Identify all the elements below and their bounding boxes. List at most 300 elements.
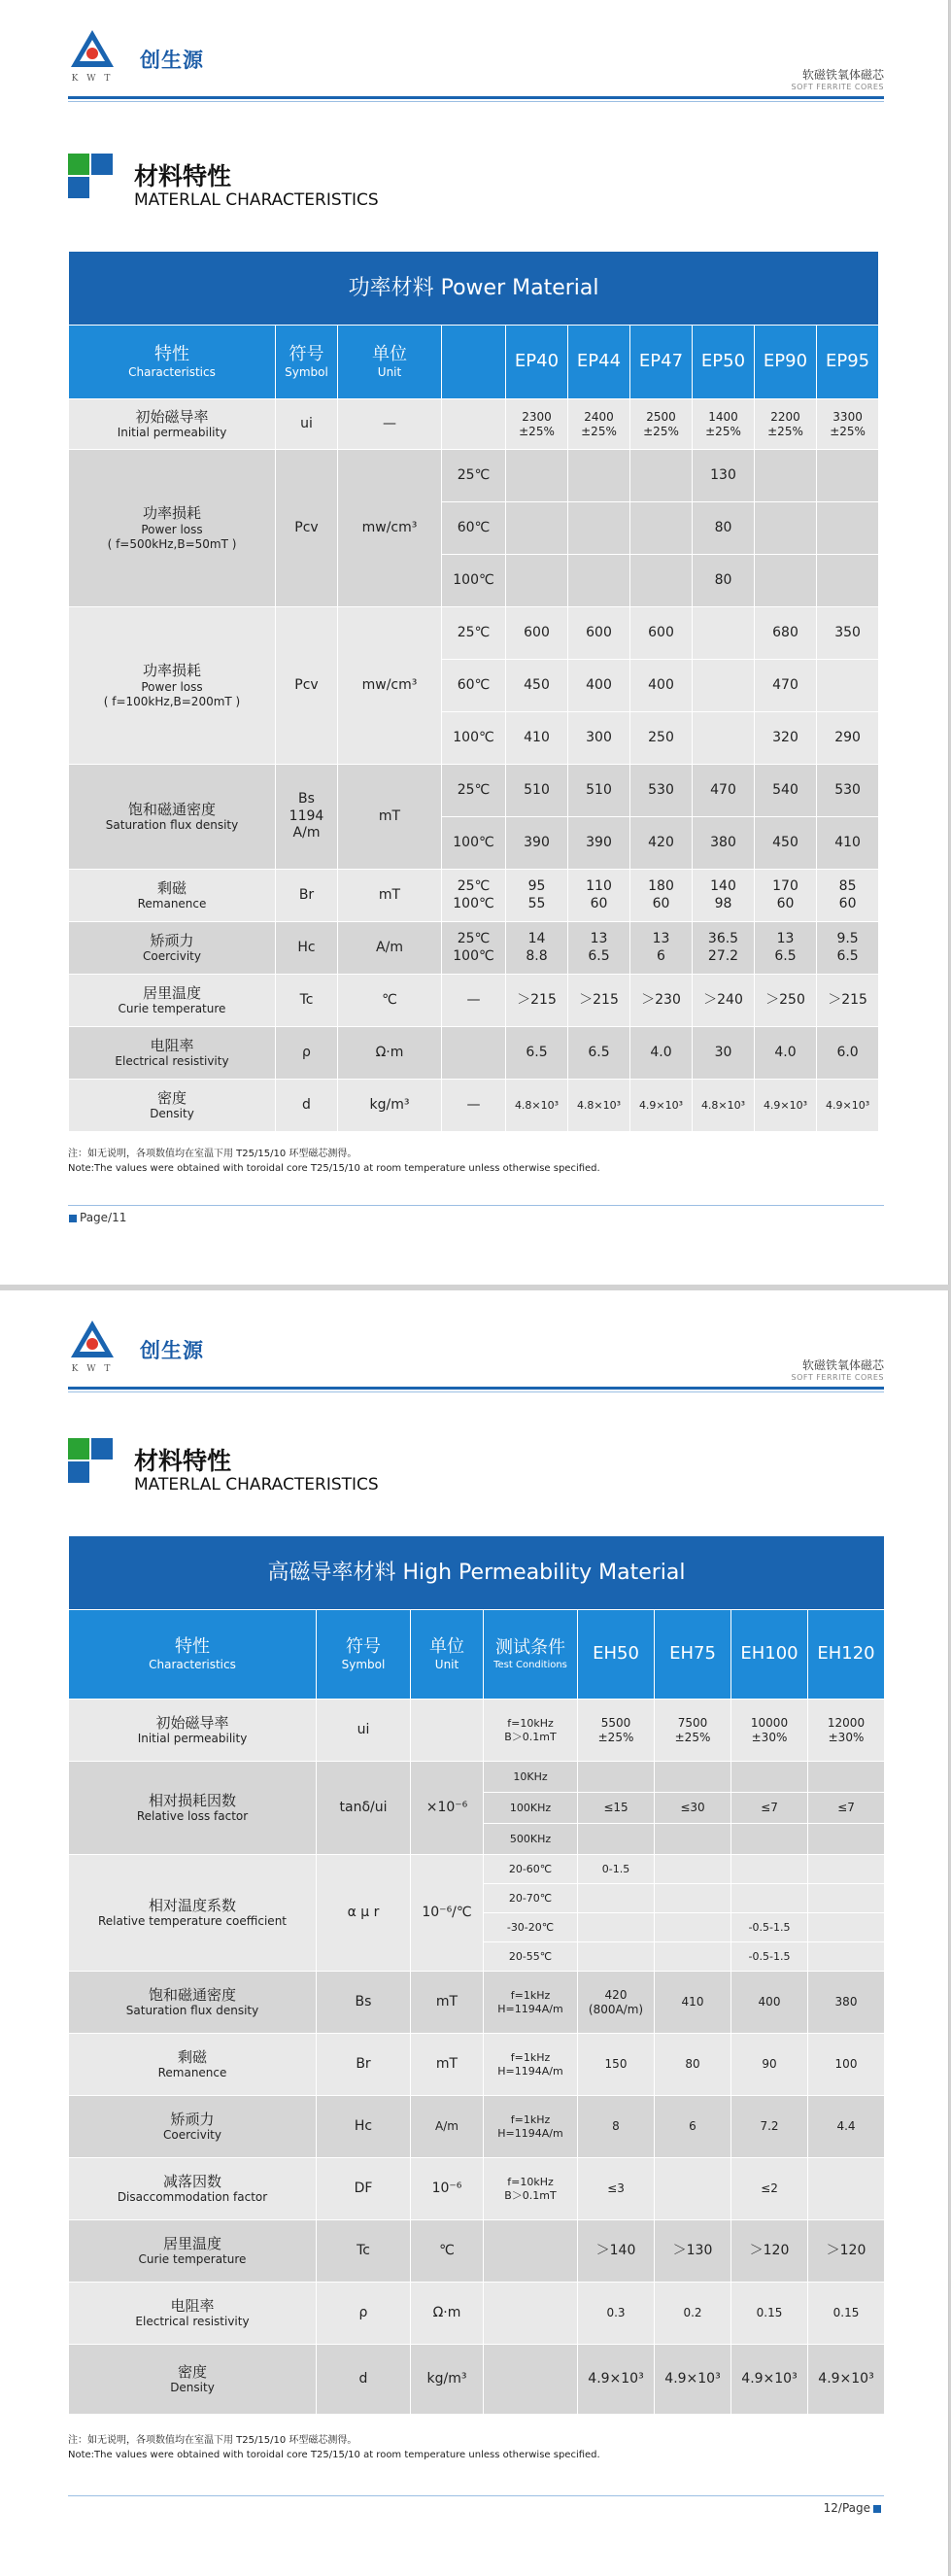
col-header-material: EP47 (630, 326, 693, 399)
value-cell: 540 (755, 765, 817, 817)
value-cell (817, 660, 879, 712)
symbol-cell: ρ (317, 2283, 411, 2345)
temp-cell: 25℃ (442, 765, 506, 817)
value-cell: 320 (755, 712, 817, 765)
condition-cell (484, 2283, 578, 2345)
value-cell: 380 (808, 1972, 885, 2034)
value-cell: 100 (808, 2034, 885, 2096)
catalog-page-11 (0, 0, 949, 1285)
value-cell: ＞230 (630, 975, 693, 1027)
blue-square-icon (91, 154, 113, 175)
symbol-cell: Br (276, 870, 338, 922)
value-cell: 9.5 6.5 (817, 922, 879, 975)
value-cell: 390 (506, 817, 568, 870)
value-cell: 380 (693, 817, 755, 870)
col-header-material: EH120 (808, 1610, 885, 1700)
condition-cell: f=10kHz B＞0.1mT (484, 1700, 578, 1762)
condition-cell: f=1kHz H=1194A/m (484, 1972, 578, 2034)
footer-rule (68, 2495, 884, 2496)
value-cell: 250 (630, 712, 693, 765)
condition-cell (484, 2220, 578, 2283)
symbol-cell: Hc (276, 922, 338, 975)
temp-cell: 25℃ 100℃ (442, 922, 506, 975)
col-header-symbol: 符号 Symbol (276, 326, 338, 399)
value-cell: 4.9×10³ (817, 1080, 879, 1132)
section-title-en: MATERLAL CHARACTERISTICS (134, 190, 379, 210)
value-cell: ＞130 (655, 2220, 731, 2283)
unit-cell: ℃ (411, 2220, 484, 2283)
page-number: 12/Page (824, 2501, 884, 2515)
value-cell (808, 2158, 885, 2220)
header-caption-cn: 软磁铁氧体磁芯 (801, 1358, 884, 1372)
condition-cell: 500KHz (484, 1824, 578, 1855)
value-cell: 470 (693, 765, 755, 817)
footer-rule (68, 1205, 884, 1206)
symbol-cell: Tc (276, 975, 338, 1027)
temp-cell: 100℃ (442, 555, 506, 607)
value-cell: 2400 ±25% (568, 399, 630, 450)
footnote-cn: 注：如无说明，各项数值均在室温下用 T25/15/10 环型磁芯测得。 (68, 2435, 357, 2446)
row-label: 功率损耗 Power loss ( f=500kHz,B=50mT ) (69, 450, 276, 607)
condition-cell: 20-60℃ (484, 1855, 578, 1884)
value-cell: 13 6 (630, 922, 693, 975)
value-cell (808, 1942, 885, 1972)
value-cell: 4.9×10³ (755, 1080, 817, 1132)
symbol-cell: tanδ/ui (317, 1762, 411, 1855)
value-cell (755, 450, 817, 502)
section-title-en: MATERLAL CHARACTERISTICS (134, 1475, 379, 1494)
brand-abbr: K W T (71, 1364, 114, 1374)
col-header-unit: 单位 Unit (411, 1610, 484, 1700)
symbol-cell: Bs 1194 A/m (276, 765, 338, 870)
unit-cell: A/m (338, 922, 442, 975)
col-header-material: EH75 (655, 1610, 731, 1700)
condition-cell (442, 1027, 506, 1080)
unit-cell: — (338, 399, 442, 450)
value-cell (655, 1942, 731, 1972)
condition-cell: f=1kHz H=1194A/m (484, 2096, 578, 2158)
value-cell: 5500 ±25% (578, 1700, 655, 1762)
unit-cell: mw/cm³ (338, 607, 442, 765)
value-cell (578, 1762, 655, 1793)
value-cell: 2500 ±25% (630, 399, 693, 450)
condition-cell: 10KHz (484, 1762, 578, 1793)
value-cell (808, 1824, 885, 1855)
value-cell: 400 (731, 1972, 808, 2034)
unit-cell: mw/cm³ (338, 450, 442, 607)
value-cell: 680 (755, 607, 817, 660)
value-cell: ＞120 (731, 2220, 808, 2283)
col-header-test-conditions: 测试条件 Test Conditions (484, 1610, 578, 1700)
row-label: 剩磁 Remanence (69, 2034, 317, 2096)
condition-cell: — (442, 975, 506, 1027)
header-caption (792, 66, 884, 91)
row-label: 初始磁导率 Initial permeability (69, 399, 276, 450)
value-cell: 3300 ±25% (817, 399, 879, 450)
table-row (69, 399, 879, 450)
value-cell (808, 1762, 885, 1793)
value-cell: 410 (655, 1972, 731, 2034)
value-cell: 150 (578, 2034, 655, 2096)
value-cell (817, 450, 879, 502)
header-rule-thin (68, 1391, 884, 1392)
symbol-cell: Bs (317, 1972, 411, 2034)
unit-cell: mT (338, 765, 442, 870)
unit-cell: 10⁻⁶/℃ (411, 1855, 484, 1972)
table-row (69, 2283, 885, 2345)
value-cell: 4.8×10³ (693, 1080, 755, 1132)
section-title-cn: 材料特性 (134, 1447, 232, 1475)
high-permeability-table (68, 1535, 885, 2415)
value-cell (655, 2158, 731, 2220)
table-header-row (69, 326, 879, 399)
table-row (69, 450, 879, 502)
symbol-cell: d (276, 1080, 338, 1132)
value-cell: 36.5 27.2 (693, 922, 755, 975)
value-cell: 410 (506, 712, 568, 765)
value-cell: 4.0 (755, 1027, 817, 1080)
row-label: 功率损耗 Power loss ( f=100kHz,B=200mT ) (69, 607, 276, 765)
table-title: 功率材料 Power Material (69, 252, 879, 326)
kwt-logo (68, 23, 117, 82)
value-cell (630, 502, 693, 555)
value-cell: 600 (506, 607, 568, 660)
unit-cell: Ω·m (338, 1027, 442, 1080)
value-cell: 450 (506, 660, 568, 712)
unit-cell: kg/m³ (338, 1080, 442, 1132)
value-cell: 13 6.5 (568, 922, 630, 975)
value-cell: 80 (693, 555, 755, 607)
table-row (69, 922, 879, 975)
condition-cell: -30-20℃ (484, 1913, 578, 1942)
value-cell: 450 (755, 817, 817, 870)
temp-cell: 100℃ (442, 817, 506, 870)
value-cell (568, 450, 630, 502)
value-cell (568, 555, 630, 607)
value-cell: 0.3 (578, 2283, 655, 2345)
value-cell: 300 (568, 712, 630, 765)
symbol-cell: ρ (276, 1027, 338, 1080)
value-cell: 4.8×10³ (506, 1080, 568, 1132)
value-cell (655, 1913, 731, 1942)
row-label: 相对温度系数 Relative temperature coefficient (69, 1855, 317, 1972)
value-cell: ＞215 (506, 975, 568, 1027)
value-cell: ＞215 (817, 975, 879, 1027)
value-cell: 12000 ±30% (808, 1700, 885, 1762)
table-row (69, 1700, 885, 1762)
symbol-cell: d (317, 2345, 411, 2415)
col-header-condition (442, 326, 506, 399)
blue-square-icon (91, 1438, 113, 1460)
table-row (69, 2220, 885, 2283)
table-row (69, 1972, 885, 2034)
col-header-characteristics: 特性 Characteristics (69, 1610, 317, 1700)
col-header-characteristics: 特性 Characteristics (69, 326, 276, 399)
table-row (69, 765, 879, 817)
value-cell: 6.0 (817, 1027, 879, 1080)
temp-cell: 60℃ (442, 502, 506, 555)
value-cell: ＞250 (755, 975, 817, 1027)
footnote (68, 1147, 600, 1176)
symbol-cell: Tc (317, 2220, 411, 2283)
col-header-material: EP40 (506, 326, 568, 399)
kwt-logo (68, 1314, 117, 1372)
value-cell (731, 1884, 808, 1913)
value-cell: 290 (817, 712, 879, 765)
unit-cell: A/m (411, 2096, 484, 2158)
value-cell: 80 (655, 2034, 731, 2096)
value-cell (817, 555, 879, 607)
condition-cell: 100KHz (484, 1793, 578, 1824)
symbol-cell: DF (317, 2158, 411, 2220)
brand-abbr: K W T (71, 74, 114, 84)
value-cell (693, 712, 755, 765)
value-cell: 510 (506, 765, 568, 817)
row-label: 剩磁 Remanence (69, 870, 276, 922)
value-cell: 530 (817, 765, 879, 817)
row-label: 电阻率 Electrical resistivity (69, 2283, 317, 2345)
page-number: Page/11 (66, 1211, 126, 1224)
unit-cell: ℃ (338, 975, 442, 1027)
value-cell: 420 (800A/m) (578, 1972, 655, 2034)
value-cell: 6.5 (568, 1027, 630, 1080)
unit-cell (411, 1700, 484, 1762)
col-header-material: EP44 (568, 326, 630, 399)
value-cell (630, 450, 693, 502)
row-label: 电阻率 Electrical resistivity (69, 1027, 276, 1080)
value-cell: 170 60 (755, 870, 817, 922)
unit-cell: Ω·m (411, 2283, 484, 2345)
value-cell: 400 (630, 660, 693, 712)
value-cell: 600 (630, 607, 693, 660)
header-caption-en: SOFT FERRITE CORES (791, 1373, 884, 1382)
value-cell: ≤3 (578, 2158, 655, 2220)
value-cell (506, 555, 568, 607)
value-cell: 7500 ±25% (655, 1700, 731, 1762)
col-header-unit: 单位 Unit (338, 326, 442, 399)
table-title: 高磁导率材料 High Permeability Material (69, 1536, 885, 1610)
power-material-table (68, 251, 879, 1132)
condition-cell: f=10kHz B＞0.1mT (484, 2158, 578, 2220)
row-label: 减落因数 Disaccommodation factor (69, 2158, 317, 2220)
blue-square-icon (68, 177, 89, 198)
temp-cell: 100℃ (442, 712, 506, 765)
value-cell (731, 1762, 808, 1793)
value-cell: 13 6.5 (755, 922, 817, 975)
condition-cell (484, 2345, 578, 2415)
value-cell (755, 502, 817, 555)
footnote (68, 2433, 600, 2462)
unit-cell: mT (338, 870, 442, 922)
value-cell: 6 (655, 2096, 731, 2158)
table-row (69, 2158, 885, 2220)
table-row (69, 2345, 885, 2415)
value-cell (808, 1855, 885, 1884)
value-cell: -0.5-1.5 (731, 1942, 808, 1972)
row-label: 矫顽力 Coercivity (69, 922, 276, 975)
unit-cell: mT (411, 2034, 484, 2096)
symbol-cell: Br (317, 2034, 411, 2096)
value-cell (655, 1855, 731, 1884)
value-cell: 4.9×10³ (808, 2345, 885, 2415)
table-row (69, 1080, 879, 1132)
temp-cell: 25℃ (442, 450, 506, 502)
section-title-cn: 材料特性 (134, 162, 232, 190)
blue-square-icon (68, 1461, 89, 1483)
unit-cell: 10⁻⁶ (411, 2158, 484, 2220)
value-cell: ≤7 (731, 1793, 808, 1824)
temp-cell: 25℃ (442, 607, 506, 660)
value-cell: 80 (693, 502, 755, 555)
value-cell: 4.9×10³ (578, 2345, 655, 2415)
page-header (68, 23, 884, 111)
value-cell (755, 555, 817, 607)
header-rule (68, 96, 884, 99)
value-cell (817, 502, 879, 555)
value-cell: 10000 ±30% (731, 1700, 808, 1762)
value-cell (506, 450, 568, 502)
value-cell: 0-1.5 (578, 1855, 655, 1884)
value-cell: ≤15 (578, 1793, 655, 1824)
value-cell: ＞140 (578, 2220, 655, 2283)
value-cell: 400 (568, 660, 630, 712)
temp-cell: 25℃ 100℃ (442, 870, 506, 922)
table-row (69, 607, 879, 660)
value-cell: 420 (630, 817, 693, 870)
footnote-cn: 注：如无说明，各项数值均在室温下用 T25/15/10 环型磁芯测得。 (68, 1149, 357, 1159)
value-cell: 390 (568, 817, 630, 870)
header-caption-cn: 软磁铁氧体磁芯 (801, 68, 884, 82)
col-header-symbol: 符号 Symbol (317, 1610, 411, 1700)
symbol-cell: ui (317, 1700, 411, 1762)
value-cell: 130 (693, 450, 755, 502)
row-label: 矫顽力 Coercivity (69, 2096, 317, 2158)
value-cell: 95 55 (506, 870, 568, 922)
value-cell (731, 1855, 808, 1884)
footnote-en: Note:The values were obtained with toroidal core T25/15/10 at room temperature unless otherwise specified. (68, 1163, 600, 1174)
value-cell: ≤2 (731, 2158, 808, 2220)
value-cell: 530 (630, 765, 693, 817)
header-caption-en: SOFT FERRITE CORES (791, 83, 884, 91)
table-row (69, 2096, 885, 2158)
table-row (69, 1027, 879, 1080)
value-cell: 510 (568, 765, 630, 817)
value-cell (578, 1884, 655, 1913)
value-cell (568, 502, 630, 555)
value-cell (578, 1824, 655, 1855)
green-square-icon (68, 1438, 89, 1460)
temp-cell: 60℃ (442, 660, 506, 712)
value-cell (731, 1824, 808, 1855)
value-cell: 7.2 (731, 2096, 808, 2158)
value-cell: -0.5-1.5 (731, 1913, 808, 1942)
row-label: 密度 Density (69, 1080, 276, 1132)
value-cell: 90 (731, 2034, 808, 2096)
header-rule-thin (68, 101, 884, 102)
symbol-cell: Hc (317, 2096, 411, 2158)
table-header-row (69, 1610, 885, 1700)
symbol-cell: Pcv (276, 450, 338, 607)
row-label: 相对损耗因数 Relative loss factor (69, 1762, 317, 1855)
value-cell: ＞215 (568, 975, 630, 1027)
value-cell: 4.0 (630, 1027, 693, 1080)
brand-name: 创生源 (140, 1339, 204, 1362)
value-cell: 4.8×10³ (568, 1080, 630, 1132)
unit-cell: mT (411, 1972, 484, 2034)
value-cell: ＞120 (808, 2220, 885, 2283)
value-cell (578, 1942, 655, 1972)
value-cell: 410 (817, 817, 879, 870)
value-cell (506, 502, 568, 555)
value-cell: 6.5 (506, 1027, 568, 1080)
unit-cell: ×10⁻⁶ (411, 1762, 484, 1855)
value-cell (655, 1762, 731, 1793)
symbol-cell: α μ r (317, 1855, 411, 1972)
value-cell (808, 1884, 885, 1913)
value-cell: 2300 ±25% (506, 399, 568, 450)
row-label: 居里温度 Curie temperature (69, 2220, 317, 2283)
value-cell: 470 (755, 660, 817, 712)
value-cell (693, 660, 755, 712)
value-cell: 140 98 (693, 870, 755, 922)
symbol-cell: ui (276, 399, 338, 450)
row-label: 饱和磁通密度 Saturation flux density (69, 765, 276, 870)
table-row (69, 2034, 885, 2096)
col-header-material: EP95 (817, 326, 879, 399)
square-bullet-icon (873, 2505, 881, 2513)
row-label: 饱和磁通密度 Saturation flux density (69, 1972, 317, 2034)
row-label: 密度 Density (69, 2345, 317, 2415)
value-cell: 0.2 (655, 2283, 731, 2345)
value-cell (655, 1884, 731, 1913)
value-cell (808, 1913, 885, 1942)
value-cell: 600 (568, 607, 630, 660)
value-cell: 4.9×10³ (731, 2345, 808, 2415)
condition-cell: f=1kHz H=1194A/m (484, 2034, 578, 2096)
condition-cell (442, 399, 506, 450)
header-rule (68, 1387, 884, 1390)
table-row (69, 870, 879, 922)
value-cell: 85 60 (817, 870, 879, 922)
value-cell: 0.15 (808, 2283, 885, 2345)
value-cell: 2200 ±25% (755, 399, 817, 450)
row-label: 居里温度 Curie temperature (69, 975, 276, 1027)
unit-cell: kg/m³ (411, 2345, 484, 2415)
value-cell: 110 60 (568, 870, 630, 922)
value-cell: 4.9×10³ (655, 2345, 731, 2415)
value-cell: 1400 ±25% (693, 399, 755, 450)
page-header (68, 1314, 884, 1401)
value-cell (630, 555, 693, 607)
value-cell: ＞240 (693, 975, 755, 1027)
value-cell (655, 1824, 731, 1855)
value-cell: 14 8.8 (506, 922, 568, 975)
value-cell: ≤7 (808, 1793, 885, 1824)
value-cell: 0.15 (731, 2283, 808, 2345)
square-bullet-icon (69, 1215, 77, 1222)
symbol-cell: Pcv (276, 607, 338, 765)
value-cell (578, 1913, 655, 1942)
table-row (69, 1762, 885, 1793)
table-row (69, 1855, 885, 1884)
catalog-page-12 (0, 1290, 949, 2576)
value-cell: 180 60 (630, 870, 693, 922)
value-cell (693, 607, 755, 660)
value-cell: 30 (693, 1027, 755, 1080)
header-caption (792, 1357, 884, 1382)
brand-name: 创生源 (140, 49, 204, 72)
condition-cell: 20-70℃ (484, 1884, 578, 1913)
